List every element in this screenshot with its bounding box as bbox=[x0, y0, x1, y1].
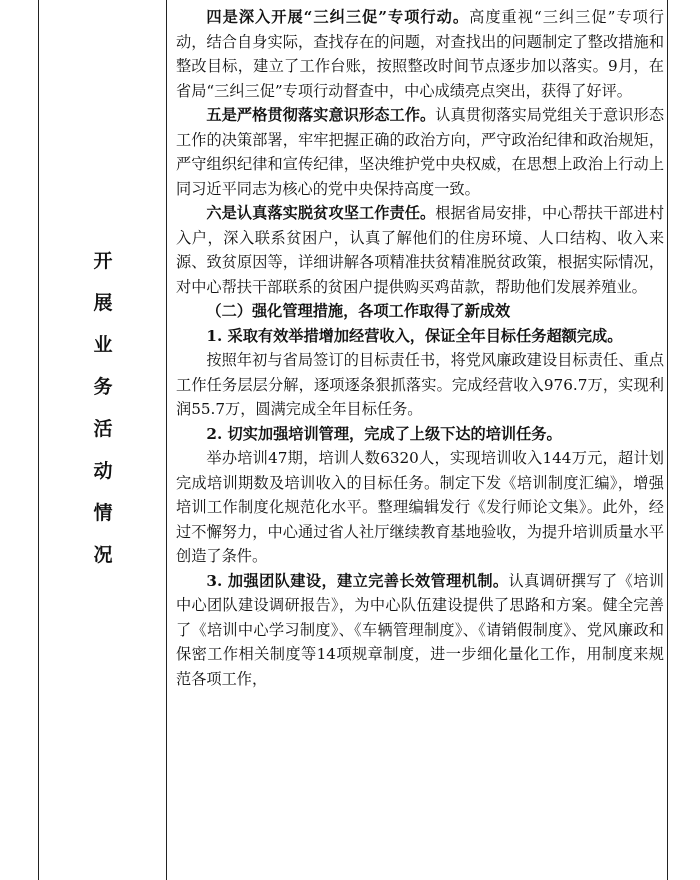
paragraph-text: 认真调研撰写了《培训中心团队建设调研报告》，为中心队伍建设提供了思路和方案。健全完善了《培训中心学习制度》、《车辆管理制度》、《请销假制度》、党风廉政和保密工作相关制度等14项规章制度，进一步细化量化工作，用制度来规范各项工作， bbox=[176, 571, 664, 688]
section-label-char: 动 bbox=[93, 460, 113, 482]
section-label bbox=[40, 0, 166, 880]
subsection-heading: 1. 采取有效举措增加经营收入，保证全年目标任务超额完成。 bbox=[206, 326, 623, 345]
section-label-char: 活 bbox=[93, 418, 113, 440]
content-body bbox=[176, 5, 664, 691]
paragraph bbox=[176, 348, 664, 422]
paragraph-text: 认真贯彻落实局党组关于意识形态工作的决策部署，牢牢把握正确的政治方向，严守政治纪律和政治规矩，严守组织纪律和宣传纪律，坚决维护党中央权威，在思想上政治上行动上同习近平同志为核心的党中央保持高度一致。 bbox=[176, 106, 665, 198]
paragraph-lead: 五是严格贯彻落实意识形态工作。 bbox=[206, 106, 436, 124]
paragraph-text: 举办培训47期，培训人数6320人，实现培训收入144万元，超计划完成培训期数及培训收入的目标任务。制定下发《培训制度汇编》，增强培训工作制度化规范化水平。整理编辑发行《发行师论文集》。此外，经过不懈努力，中心通过省人社厅继续教育基地验收，为提升培训质量水平创造了条件。 bbox=[176, 449, 664, 565]
column-divider bbox=[166, 0, 167, 880]
paragraph bbox=[176, 103, 664, 201]
section-label-char: 况 bbox=[93, 544, 113, 566]
section-label-char: 务 bbox=[93, 376, 113, 398]
paragraph-lead: 六是认真落实脱贫攻坚工作责任。 bbox=[206, 204, 436, 222]
paragraph bbox=[176, 5, 664, 103]
section-label-char: 开 bbox=[93, 250, 113, 272]
subsection-heading: 2. 切实加强培训管理，完成了上级下达的培训任务。 bbox=[206, 424, 562, 443]
paragraph-text: 高度重视“三纠三促”专项行动，结合自身实际，查找存在的问题，对查找出的问题制定了整改措施和整改目标，建立了工作台账，按照整改时间节点逐步加以落实。9月，在省局“三纠三促”专项行动督查中，中心成绩亮点突出，获得了好评。 bbox=[176, 8, 664, 100]
paragraph bbox=[176, 446, 664, 569]
section-heading: （二）强化管理措施，各项工作取得了新成效 bbox=[206, 302, 511, 320]
paragraph-text: 按照年初与省局签订的目标责任书，将党风廉政建设目标责任、重点工作任务层层分解，逐项逐条狠抓落实。完成经营收入976.7万，实现利润55.7万，圆满完成全年目标任务。 bbox=[176, 351, 664, 418]
paragraph bbox=[176, 569, 664, 692]
section-label-char: 业 bbox=[93, 334, 113, 356]
paragraph bbox=[176, 201, 664, 299]
paragraph-lead: 3. 加强团队建设，建立完善长效管理机制。 bbox=[206, 571, 509, 590]
paragraph-text: 根据省局安排，中心帮扶干部进村入户，深入联系贫困户，认真了解他们的住房环境、人口结构、收入来源、致贫原因等，详细讲解各项精准扶贫精准脱贫政策，根据实际情况，对中心帮扶干部联系的贫困户提供购买鸡苗款，帮助他们发展养殖业。 bbox=[176, 204, 665, 296]
section-label-char: 情 bbox=[93, 502, 113, 524]
paragraph-lead: 四是深入开展“三纠三促”专项行动。 bbox=[206, 8, 470, 26]
section-label-char: 展 bbox=[93, 292, 113, 314]
